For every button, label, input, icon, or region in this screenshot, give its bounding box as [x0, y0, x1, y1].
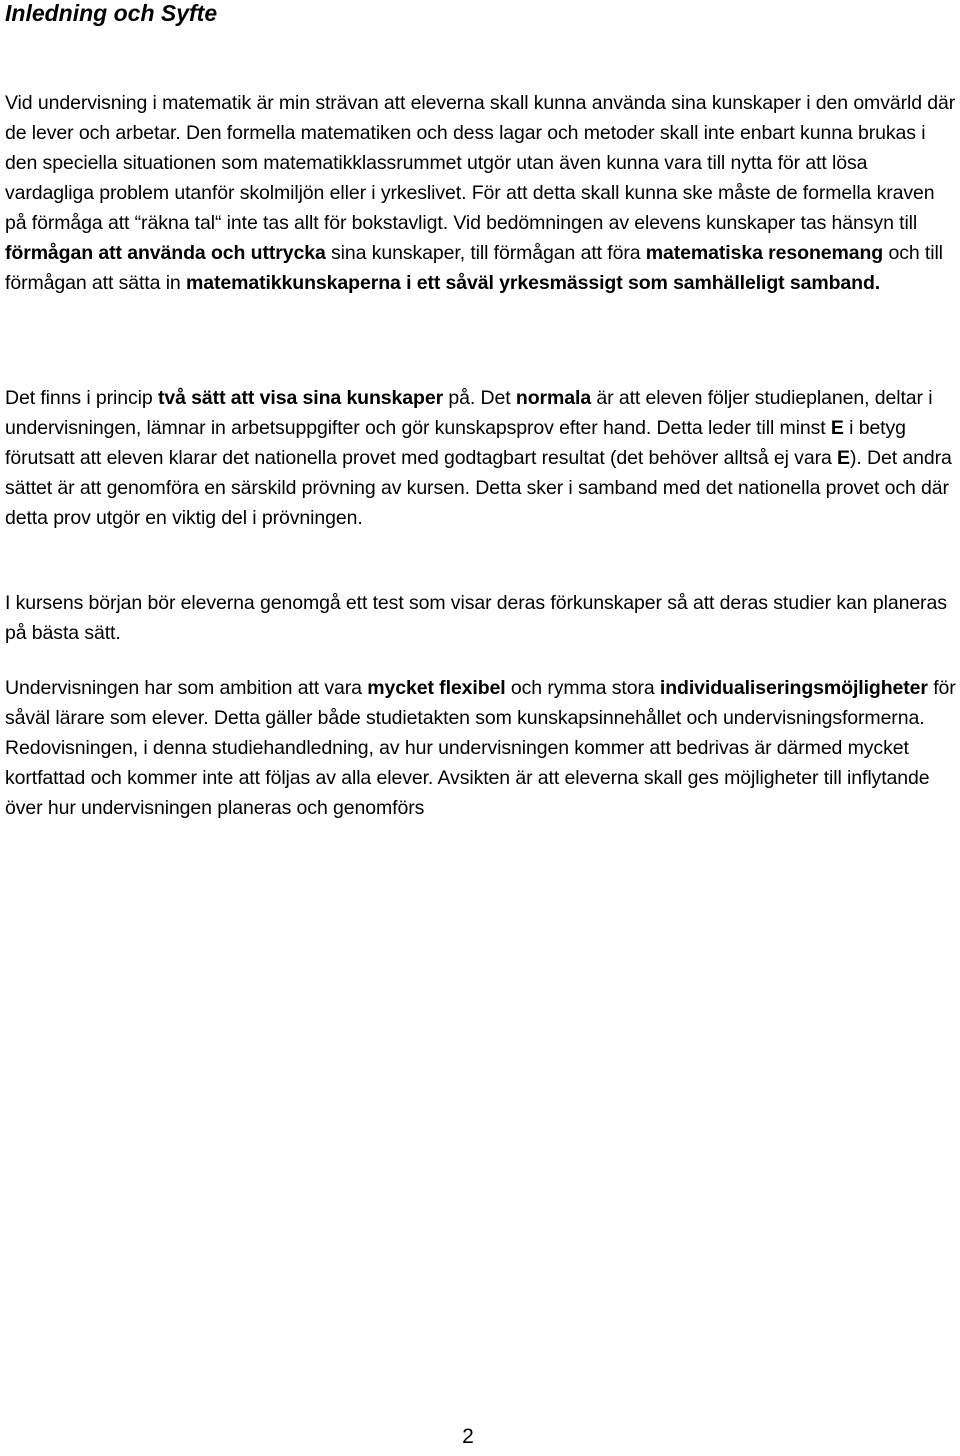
text-segment: i betyg förutsatt att eleven klarar det nationella provet med godtagbart resultat (det behöver alltså ej vara — [5, 417, 906, 469]
text-segment: är att eleven följer studieplanen, deltar i undervisningen, lämnar in arbetsuppgifter och gör kunskapsprov efter hand. Detta leder till minst — [5, 387, 933, 439]
paragraph-3 — [5, 588, 957, 648]
bold-text-segment: mycket flexibel — [367, 677, 506, 699]
text-segment: och till förmågan att sätta in — [5, 242, 943, 294]
bold-text-segment: matematikkunskaperna i ett såväl yrkesmässigt som samhälleligt samband. — [185, 272, 881, 294]
paragraph-4 — [5, 673, 957, 823]
section-title: Inledning och Syfte — [5, 0, 218, 26]
paragraph-2 — [5, 383, 957, 533]
document-page — [5, 0, 956, 819]
text-segment: sina kunskaper, till förmågan att föra — [325, 242, 646, 264]
bold-text-segment: två sätt att visa sina kunskaper — [157, 387, 444, 409]
text-segment: I kursens början bör eleverna genomgå ett test som visar deras förkunskaper så att deras studier kan planeras på bästa sätt. — [5, 592, 947, 644]
paragraph-1 — [5, 88, 957, 298]
text-segment: Vid undervisning i matematik är min strävan att eleverna skall kunna använda sina kunskaper i den omvärld där de lever och arbetar. Den formella matematiken och dess lagar och metoder skall inte enbart kunna brukas i den speciella situationen som matematikklassrummet utgör utan även kunna vara till nytta för att lösa vardagliga problem utanför skolmiljön eller i yrkeslivet. För att detta skall kunna ske måste de formella kraven på förmåga att “räkna tal“ inte tas allt för bokstavligt. Vid bedömningen av elevens kunskaper tas hänsyn till — [5, 92, 956, 234]
bold-text-segment: E — [837, 447, 850, 469]
text-segment: och rymma stora — [505, 677, 660, 699]
text-segment: på. Det — [443, 387, 516, 409]
bold-text-segment: individualiseringsmöjligheter — [659, 677, 928, 699]
text-segment: för såväl lärare som elever. Detta gäller både studietakten som kunskapsinnehållet och undervisningsformerna. Redovisningen, i denna studiehandledning, av hur undervisningen kommer att bedrivas är därmed mycket kortfattad och kommer inte att följas av alla elever. Avsikten är att eleverna skall ges möjligheter till inflytande över hur undervisningen planeras och genomförs — [5, 677, 956, 819]
text-segment: Undervisningen har som ambition att vara — [5, 677, 368, 699]
bold-text-segment: förmågan att använda och uttrycka — [5, 242, 326, 264]
bold-text-segment: matematiska resonemang — [645, 242, 884, 264]
text-segment: ). Det andra sättet är att genomföra en särskild prövning av kursen. Detta sker i samband med det nationella provet och där detta prov utgör en viktig del i prövningen. — [5, 447, 952, 529]
bold-text-segment: E — [830, 417, 844, 439]
bold-text-segment: normala — [515, 387, 592, 409]
page-number: 2 — [462, 1425, 474, 1448]
text-segment: Det finns i princip — [5, 387, 158, 409]
